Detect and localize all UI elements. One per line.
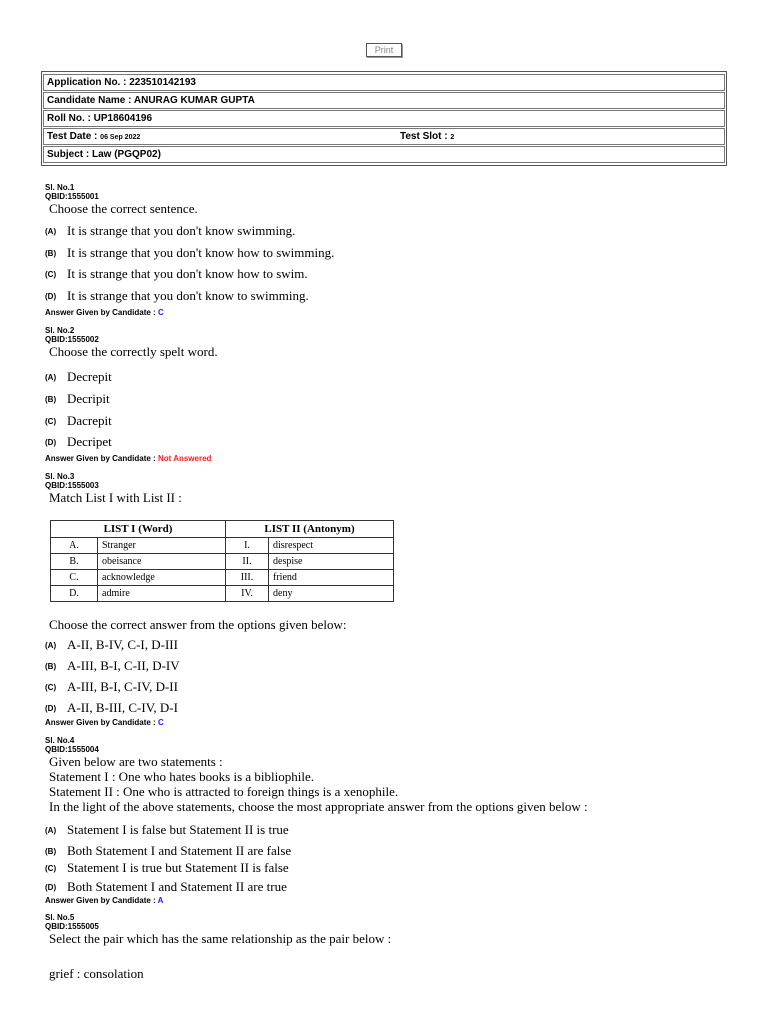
answer-given: Answer Given by Candidate : C — [45, 308, 164, 317]
question-line: In the light of the above statements, choose the most appropriate answer from the options given below : — [49, 799, 588, 814]
sl-no: Sl. No.3 — [45, 472, 75, 481]
question-4-header — [45, 736, 588, 814]
qbid: QBID:1555001 — [45, 192, 99, 201]
question-text: Choose the correct sentence. — [49, 201, 198, 216]
list-1-header: LIST I (Word) — [51, 521, 226, 538]
option-d: (D) Decripet — [45, 434, 112, 449]
sl-no: Sl. No.1 — [45, 183, 75, 192]
question-1-header — [45, 183, 198, 216]
test-date-row — [43, 128, 725, 145]
option-c: (C) Statement I is true but Statement II is false — [45, 860, 289, 875]
question-line: Statement I : One who hates books is a bibliophile. — [49, 769, 315, 784]
qbid: QBID:1555002 — [45, 335, 99, 344]
table-row: A. Stranger I. disrespect — [51, 538, 394, 554]
roll-no: Roll No. : UP18604196 — [43, 110, 725, 127]
subject: Subject : Law (PGQP02) — [43, 146, 725, 163]
sl-no: Sl. No.4 — [45, 736, 75, 745]
sl-no: Sl. No.2 — [45, 326, 75, 335]
qbid: QBID:1555005 — [45, 922, 99, 931]
print-button[interactable]: Print — [366, 43, 402, 57]
sl-no: Sl. No.5 — [45, 913, 75, 922]
question-2-header — [45, 326, 218, 359]
table-row: C. acknowledge III. friend — [51, 570, 394, 586]
option-a: (A) Decrepit — [45, 369, 112, 384]
question-text: Match List I with List II : — [49, 490, 182, 505]
option-a: (A) It is strange that you don't know swimming. — [45, 223, 296, 238]
option-d: (D) It is strange that you don't know to swimming. — [45, 288, 309, 303]
answer-given: Answer Given by Candidate : C — [45, 718, 164, 727]
question-pair: grief : consolation — [49, 966, 144, 981]
answer-value: C — [157, 718, 164, 727]
question-text: Select the pair which has the same relationship as the pair below : — [49, 931, 392, 946]
test-slot-value: 2 — [450, 134, 455, 141]
qbid: QBID:1555004 — [45, 745, 99, 754]
option-c: (C) Dacrepit — [45, 413, 112, 428]
option-a: (A) Statement I is false but Statement II is true — [45, 822, 289, 837]
option-a: (A) A-II, B-IV, C-I, D-III — [45, 637, 178, 652]
option-d: (D) Both Statement I and Statement II are true — [45, 879, 287, 894]
match-list-table — [50, 520, 394, 602]
table-row: D. admire IV. deny — [51, 586, 394, 602]
question-text: Choose the correctly spelt word. — [49, 344, 218, 359]
candidate-info-table — [41, 71, 727, 166]
option-d: (D) A-II, B-III, C-IV, D-I — [45, 700, 178, 715]
option-b: (B) It is strange that you don't know how to swimming. — [45, 245, 335, 260]
table-row: B. obeisance II. despise — [51, 554, 394, 570]
test-date-label: Test Date : — [47, 131, 98, 142]
question-3-header — [45, 472, 182, 505]
answer-value: A — [157, 896, 164, 905]
answer-value: Not Answered — [157, 454, 212, 463]
option-c: (C) A-III, B-I, C-IV, D-II — [45, 679, 178, 694]
list-2-header: LIST II (Antonym) — [226, 521, 394, 538]
question-5-header — [45, 913, 391, 946]
question-line: Given below are two statements : — [49, 754, 223, 769]
answer-given: Answer Given by Candidate : Not Answered — [45, 454, 212, 463]
qbid: QBID:1555003 — [45, 481, 99, 490]
test-slot-label: Test Slot : — [400, 131, 448, 142]
test-slot — [400, 129, 454, 145]
application-no: Application No. : 223510142193 — [43, 74, 725, 91]
option-b: (B) Both Statement I and Statement II are false — [45, 843, 292, 858]
answer-value: C — [157, 308, 164, 317]
option-c: (C) It is strange that you don't know how to swim. — [45, 266, 308, 281]
answer-given: Answer Given by Candidate : A — [45, 896, 164, 905]
option-b: (B) Decripit — [45, 391, 110, 406]
test-date-value: 06 Sep 2022 — [100, 134, 141, 141]
candidate-name: Candidate Name : ANURAG KUMAR GUPTA — [43, 92, 725, 109]
question-line: Statement II : One who is attracted to foreign things is a xenophile. — [49, 784, 399, 799]
option-b: (B) A-III, B-I, C-II, D-IV — [45, 658, 180, 673]
question-instruction: Choose the correct answer from the options given below: — [49, 617, 347, 632]
